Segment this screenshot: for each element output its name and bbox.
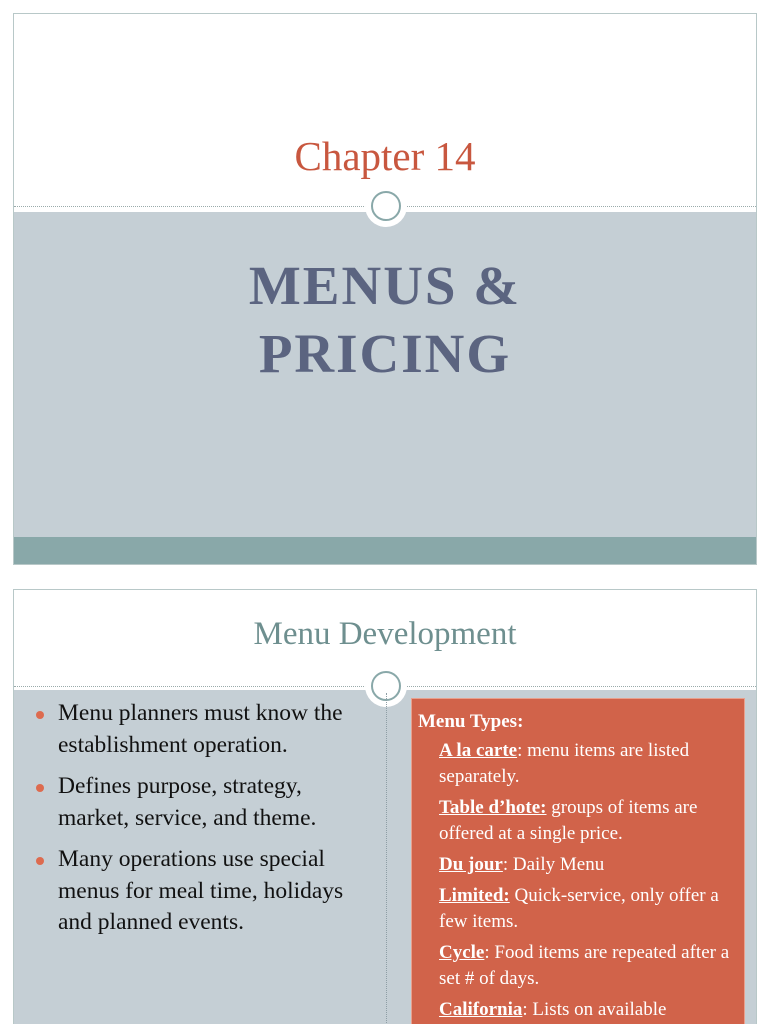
chapter-title: Chapter 14 — [294, 133, 476, 179]
main-heading — [14, 252, 756, 388]
main-heading-line-2: PRICING — [258, 323, 512, 384]
menu-types-box — [411, 698, 745, 1024]
menu-type-limited — [418, 883, 738, 935]
menu-type-a-la-carte: A la carte: menu items are listed separately. — [439, 740, 690, 787]
title-slide — [13, 13, 757, 565]
footer-bar — [14, 537, 756, 565]
menu-type-california: California: Lists on available — [439, 999, 667, 1020]
menu-types-heading: Menu Types: — [418, 711, 524, 732]
menu-type-term: A la carte — [439, 740, 518, 761]
menu-type-description: Lists on available — [532, 999, 667, 1020]
bullet-item: Many operations use special menus for meal time, holidays and planned events. — [34, 844, 374, 939]
menu-type-term: Du jour — [439, 854, 503, 875]
bullet-item: Defines purpose, strategy, market, service, and theme. — [34, 771, 374, 834]
menu-type-du-jour: Du jour: Daily Menu — [439, 854, 605, 875]
bullet-list — [34, 698, 374, 949]
slide-title: Menu Development — [253, 616, 517, 652]
menu-type-cycle: Cycle: Food items are repeated after a set # of days. — [439, 942, 730, 989]
divider-circle-ornament — [365, 185, 407, 227]
bullet-item: Menu planners must know the establishment operation. — [34, 698, 374, 761]
column-divider — [386, 693, 387, 1024]
menu-type-description: Food items are repeated after a set # of days. — [439, 942, 730, 989]
menu-development-slide — [13, 589, 757, 1024]
menu-type-term: California — [439, 999, 523, 1020]
menu-type-term: Limited: — [439, 885, 510, 906]
menu-type-description: Quick-service, only offer a few items. — [439, 885, 719, 932]
menu-type-term: Table d’hote: — [439, 797, 547, 818]
menu-type-description: menu items are listed separately. — [439, 740, 690, 787]
menu-type-description: groups of items are offered at a single price. — [439, 797, 698, 844]
menu-type-term: Cycle — [439, 942, 485, 963]
main-heading-line-1: MENUS & — [248, 255, 522, 316]
menu-type-description: Daily Menu — [512, 854, 605, 875]
menu-type-table-dhote — [418, 795, 738, 847]
